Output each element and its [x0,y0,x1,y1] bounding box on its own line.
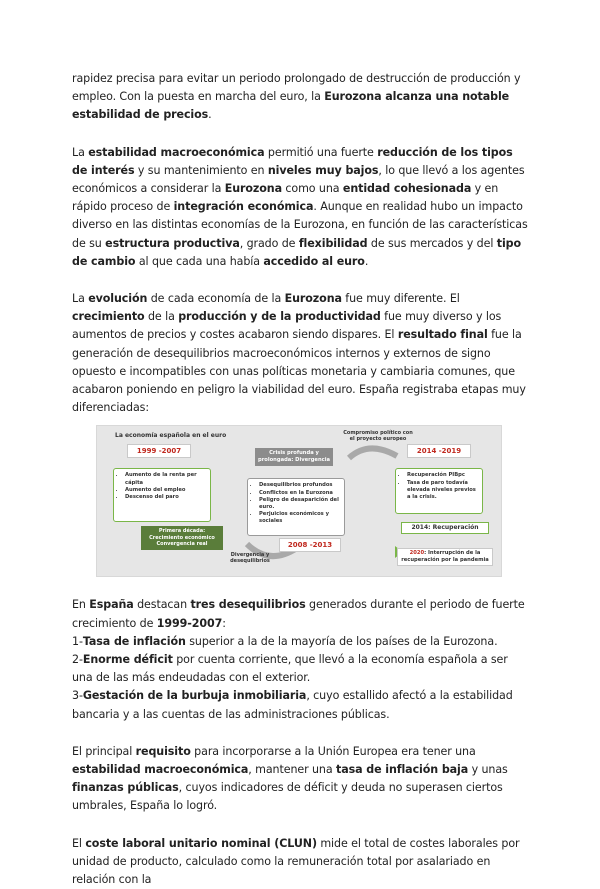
stage3-item: • Tasa de paro todavía elevada niveles previos a la crisis. [407,480,478,502]
diagram-title: La economía española en el euro [115,432,227,440]
stage2-list [252,482,340,525]
pandemic-year: 2020 [409,550,425,557]
paragraph-3: La evolución de cada economía de la Eurozona fue muy diferente. El crecimiento de la producción y de la productividad fue muy diverso y los aumentos de precios y costes acabaron siendo dispares. El resultado final fue la generación de desequilibrios macroeconómicos internos y externos de signo opuesto e incompatibles con unas políticas monetaria y cambiaria comunes, que acabaron poniendo en peligro la viabilidad del euro. España registraba etapas muy diferenciadas: [72,292,526,415]
arrow2-label: Compromiso político con el proyecto europeo [343,430,413,443]
stage1-panel [113,468,211,522]
pandemic-box [397,548,493,566]
stage3-list [400,472,478,501]
stage1-item: • Descenso del paro [125,494,206,501]
stage1-item: • Aumento del empleo [125,487,206,494]
paragraph-4: En España destacan tres desequilibrios generados durante el periodo de fuerte crecimiento de 1999-2007: [72,598,525,630]
stage2-item: • Perjuicios económicos y sociales [259,511,340,525]
list-item-3: 3-Gestación de la burbuja inmobiliaria, cuyo estallido afectó a la estabilidad bancaria y a las cuentas de las administraciones públicas. [72,689,513,721]
stage3-years: 2014 -2019 [407,444,471,458]
arrow1-label: Divergencia y desequilibrios [230,552,270,565]
spain-euro-diagram [96,425,502,577]
stage3-panel [395,468,483,514]
document-page [72,70,528,889]
stage2-header: Crisis profunda y prolongada: Divergencia [255,448,333,466]
stage3-item: • Recuperación PIBpc [407,472,478,479]
stage1-label: Primera década: Crecimiento económico Convergencia real [141,526,223,550]
stage1-item: • Aumento de la renta per cápita [125,472,206,486]
pandemic-text: : Interrupción de la recuperación por la pandemia [401,550,489,564]
stage1-list [118,472,206,501]
paragraph-1: rapidez precisa para evitar un periodo prolongado de destrucción de producción y empleo. Con la puesta en marcha del euro, la Eurozona alcanza una notable estabilidad de precios. [72,72,521,122]
list-item-1: 1-Tasa de inflación superior a la de la mayoría de los países de la Eurozona. [72,634,498,648]
stage1-years: 1999 -2007 [127,444,191,458]
stage2-years: 2008 -2013 [279,538,341,552]
paragraph-2: La estabilidad macroeconómica permitió una fuerte reducción de los tipos de interés y su mantenimiento en niveles muy bajos, lo que llevó a los agentes económicos a considerar la Eurozona como una entidad cohesionada y en rápido proceso de integración económica. Aunque en realidad hubo un impacto diverso en las distintas economías de la Eurozona, en función de las características de su estructura productiva, grado de flexibilidad de sus mercados y del tipo de cambio al que cada una había accedido al euro. [72,145,528,268]
paragraph-5: El principal requisito para incorporarse a la Unión Europea era tener una estabilidad macroeconómica, mantener una tasa de inflación baja y unas finanzas públicas, cuyos indicadores de déficit y deuda no superasen ciertos umbrales, España lo logró. [72,744,508,813]
stage3-label: 2014: Recuperación [401,522,489,534]
paragraph-6: El coste laboral unitario nominal (CLUN) mide el total de costes laborales por unidad de producto, calculado como la remuneración total por asalariado en relación con la [72,836,520,887]
stage2-item: • Peligro de desaparición del euro. [259,497,340,511]
stage2-item: • Conflictos en la Eurozona [259,490,340,497]
list-item-2: 2-Enorme déficit por cuenta corriente, que llevó a la economía española a ser una de las más endeudadas con el exterior. [72,653,508,685]
stage2-item: • Desequilibrios profundos [259,482,340,489]
stage2-panel [247,478,345,536]
